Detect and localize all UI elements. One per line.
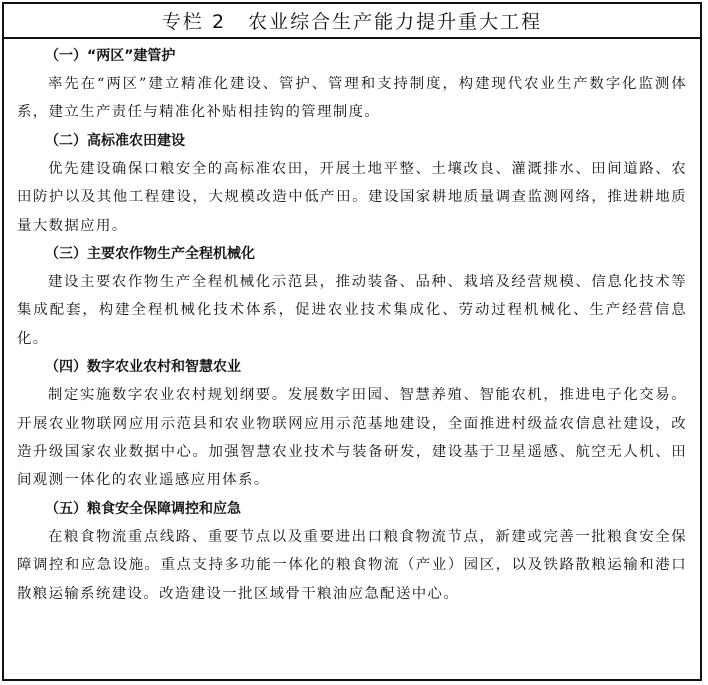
section-3 [17, 240, 687, 353]
section-heading: （五）粮食安全保障调控和应急 [45, 500, 241, 517]
section-body: 建设主要农作物生产全程机械化示范县，推动装备、品种、栽培及经营规模、信息化技术等集成配套，构建全程机械化技术体系，促进农业技术集成化、劳动过程机械化、生产经营信息化。 [17, 274, 687, 347]
section-heading: （三）主要农作物生产全程机械化 [45, 246, 255, 263]
section-body: 制定实施数字农业农村规划纲要。发展数字田园、智慧养殖、智能农机，推进电子化交易。开展农业物联网应用示范县和农业物联网应用示范基地建设，全面推进村级益农信息社建设，改造升级国家农业数据中心。加强智慧农业技术与装备研发，建设基于卫星遥感、航空无人机、田间观测一体化的农业遥感应用体系。 [17, 387, 687, 489]
section-heading: （二）高标准农田建设 [45, 132, 185, 149]
column-content [4, 39, 700, 608]
section-2 [17, 127, 687, 240]
section-heading: （四）数字农业农村和智慧农业 [45, 359, 241, 376]
column-title-row [4, 4, 700, 39]
section-heading: （一）“两区”建管护 [45, 48, 176, 64]
section-1 [17, 42, 687, 127]
section-body: 优先建设确保口粮安全的高标准农田，开展土地平整、土壤改良、灌溉排水、田间道路、农田防护以及其他工程建设，大规模改造中低产田。建设国家耕地质量调查监测网络，推进耕地质量大数据应用。 [17, 160, 687, 234]
special-column-box [2, 2, 702, 681]
column-title: 农业综合生产能力提升重大工程 [248, 11, 543, 33]
section-4 [17, 353, 687, 495]
section-body: 率先在“两区”建立精准化建设、管护、管理和支持制度，构建现代农业生产数字化监测体系，建立生产责任与精准化补贴相挂钩的管理制度。 [17, 76, 687, 121]
column-number: 专栏 2 [161, 11, 227, 33]
section-5 [17, 495, 687, 608]
section-body: 在粮食物流重点线路、重要节点以及重要进出口粮食物流节点，新建或完善一批粮食安全保障调控和应急设施。重点支持多功能一体化的粮食物流（产业）园区，以及铁路散粮运输和港口散粮运输系统建设。改造建设一批区域骨干粮油应急配送中心。 [17, 528, 687, 602]
